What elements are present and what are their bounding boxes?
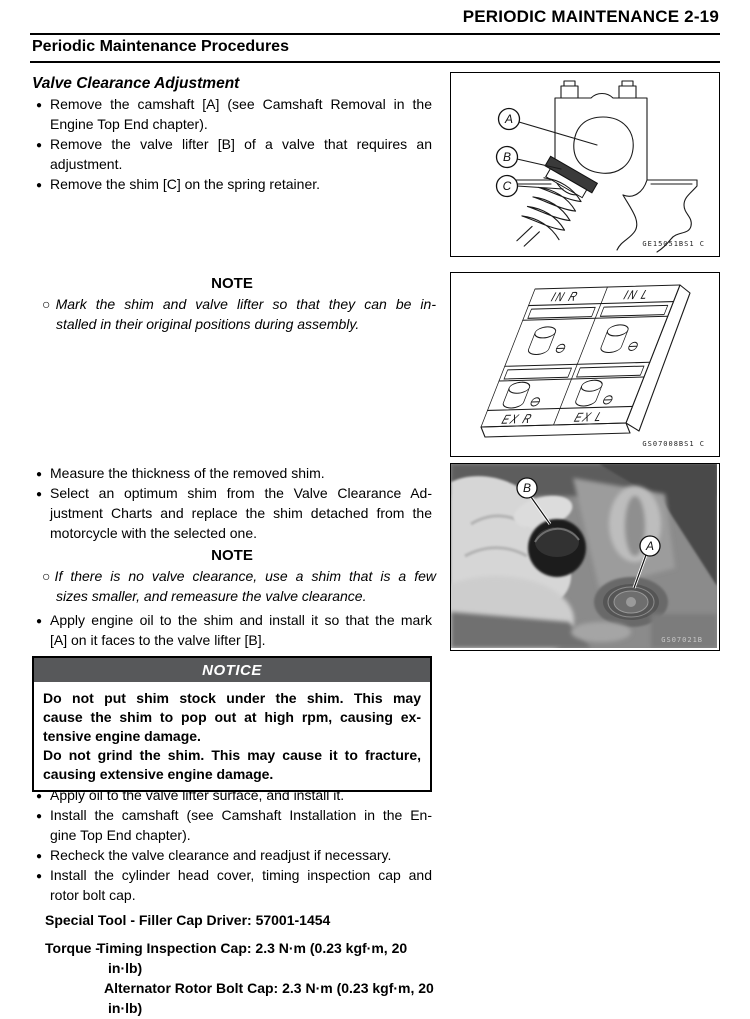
text-column (32, 72, 436, 1019)
callout-letter-a: A (645, 539, 655, 553)
special-tool-line: Special Tool - Filler Cap Driver: 57001-1454 (45, 912, 331, 928)
procedure-step-oil (32, 610, 432, 650)
camshaft-diagram-art (451, 73, 716, 253)
note-block (32, 274, 436, 334)
note-heading: NOTE (211, 275, 253, 292)
torque-block (32, 938, 497, 1018)
procedure-step: ● Measure the thickness of the removed shim. (32, 463, 432, 483)
procedure-step: ● Remove the valve lifter [B] of a valve that requires an adjustment. (32, 134, 432, 174)
photo-art (451, 464, 717, 648)
procedure-step: ● Apply engine oil to the shim and install it so that the mark [A] on it faces to the valve lifter [B]. (32, 610, 432, 650)
callout-letter-c: C (502, 179, 512, 193)
article-title: Valve Clearance Adjustment (32, 75, 240, 92)
note-body: ○If there is no valve clearance, use a shim that is a few sizes smaller, and remeasure the valve clearance. (42, 568, 436, 604)
notice-box (32, 656, 432, 792)
figure-shim-tray-diagram (450, 272, 720, 457)
notice-header (34, 658, 430, 682)
torque-item (97, 938, 497, 978)
section-title: Periodic Maintenance Procedures (32, 38, 289, 55)
procedure-step: ● Remove the camshaft [A] (see Camshaft Removal in the Engine Top End chapter). (32, 94, 432, 134)
procedure-step: ● Recheck the valve clearance and readjust if necessary. (32, 845, 432, 865)
torque-item-line: Timing Inspection Cap: 2.3 N·m (0.23 kgf·m, 20 (97, 940, 408, 956)
page-header-title: PERIODIC MAINTENANCE 2-19 (462, 7, 719, 26)
torque-item-line: in·lb) (108, 960, 143, 976)
procedure-steps-install (32, 785, 432, 905)
note-block (32, 546, 436, 606)
figure-caption: GE15051BS1 C (642, 240, 705, 248)
header-rule (30, 33, 720, 35)
figure-lifter-shim-photo (450, 463, 720, 651)
torque-item-line: Alternator Rotor Bolt Cap: 2.3 N·m (0.23 kgf·m, 20 (104, 980, 434, 996)
section-rule (30, 61, 720, 63)
procedure-step: ● Select an optimum shim from the Valve Clearance Ad- justment Charts and replace the shim detached from the motorcycle with the selected one. (32, 483, 432, 543)
procedure-steps-measure (32, 463, 432, 543)
notice-paragraph: Do not grind the shim. This may cause it to fracture, causing extensive engine damage. (43, 747, 421, 782)
procedure-step: ● Install the camshaft (see Camshaft Installation in the En- gine Top End chapter). (32, 805, 432, 845)
callout-letter-b: B (522, 481, 532, 495)
notice-paragraph: Do not put shim stock under the shim. This may cause the shim to pop out at high rpm, causing ex- tensive engine damage. (43, 690, 421, 744)
torque-item-line: in·lb) (108, 1000, 143, 1016)
figure-valve-components-diagram (450, 72, 720, 257)
procedure-steps-removal (32, 94, 432, 194)
tray-slot-label-ex-r: EX R (499, 411, 535, 427)
note-heading: NOTE (211, 547, 253, 564)
figure-caption: GS07021B (661, 636, 703, 644)
tray-slot-label-ex-l: EX L (572, 409, 606, 425)
procedure-step: ● Remove the shim [C] on the spring retainer. (32, 174, 432, 194)
notice-body (34, 682, 430, 790)
torque-label: Torque - (45, 940, 100, 956)
shim-tray-art (451, 273, 716, 453)
notice-title: NOTICE (202, 662, 262, 679)
procedure-step: ● Apply oil to the valve lifter surface, and install it. (32, 785, 432, 805)
callout-letter-a: A (504, 112, 514, 126)
callout-letter-b: B (502, 150, 512, 164)
tray-slot-label-in-r: IN R (549, 288, 581, 305)
note-body: ○Mark the shim and valve lifter so that they can be in- stalled in their original positions during assembly. (42, 296, 436, 332)
torque-item (104, 978, 497, 1018)
procedure-step: ● Install the cylinder head cover, timing inspection cap and rotor bolt cap. (32, 865, 432, 905)
tray-slot-label-in-l: IN L (621, 286, 652, 303)
figure-caption: GS07008BS1 C (642, 440, 705, 448)
